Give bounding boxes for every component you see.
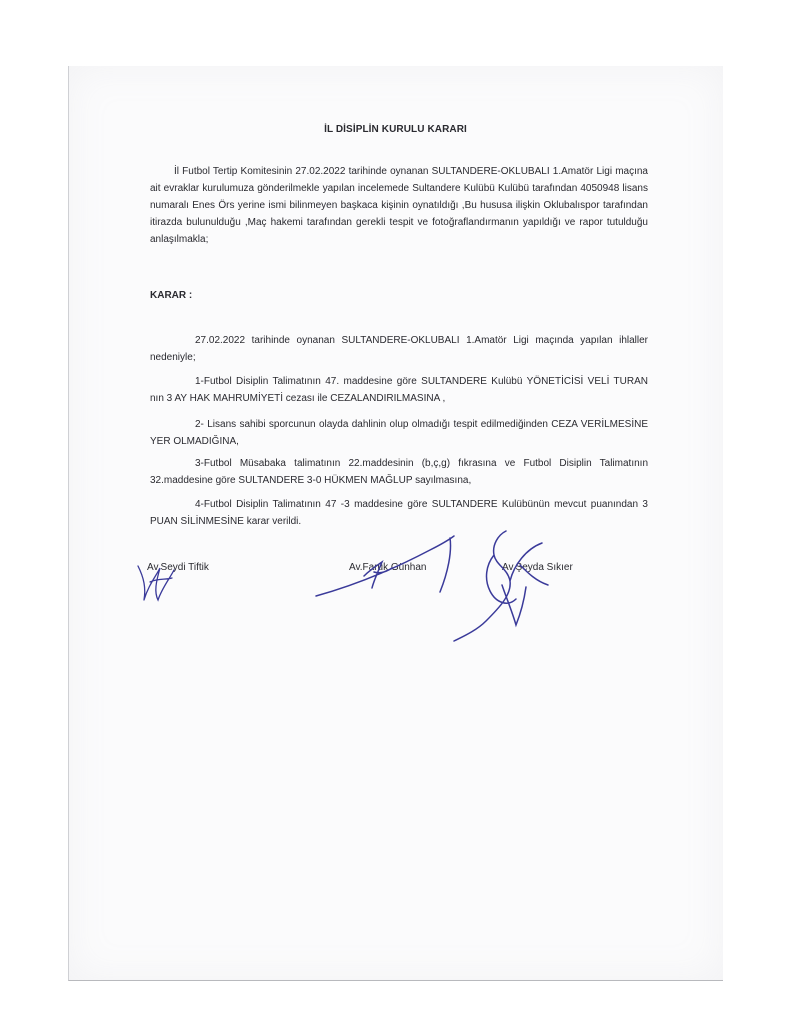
decision-item-2: 2- Lisans sahibi sporcunun olayda dahlinin olup olmadığı tespit edilmediğinden CEZA VERİLMESİNE YER OLMADIĞINA, [150, 419, 648, 447]
decision-item-3: 3-Futbol Müsabaka talimatının 22.maddesinin (b,ç,g) fıkrasına ve Futbol Disiplin Talimatının 32.maddesine göre SULTANDERE 3-0 HÜKMEN MAĞLUP sayılmasına, [150, 458, 648, 486]
signature-2 [312, 532, 472, 602]
signatory-3-name: Av.Şeyda Sıkıer [502, 562, 573, 573]
intro-paragraph: İl Futbol Tertip Komitesinin 27.02.2022 tarihinde oynanan SULTANDERE-OKLUBALI 1.Amatör Ligi maçına ait evraklar kurulumuza gönderilmekle yapılan incelemede Sultandere Kulübü Kulübü tarafından 4050948 lisans numaralı Enes Örs yerine ismi bilinmeyen başkaca kişinin oynatıldığı ,Bu hususa ilişkin Oklubalıspor tarafından itirazda bulunulduğu ,Maç hakemi tarafından gerekli tespit ve fotoğraflandırmanın yapıldığı ve rapor tutulduğu anlaşılmakla; [150, 166, 648, 245]
signatory-2-name: Av.Faruk Günhan [349, 562, 427, 573]
decision-intro: 27.02.2022 tarihinde oynanan SULTANDERE-OKLUBALI 1.Amatör Ligi maçında yapılan ihlaller nedeniyle; [150, 335, 648, 363]
signatory-1-name: Av.Seydi Tiftik [147, 562, 209, 573]
signature-3 [450, 525, 560, 645]
signature-1 [130, 548, 190, 608]
decision-item-4: 4-Futbol Disiplin Talimatının 47 -3 maddesine göre SULTANDERE Kulübünün mevcut puanından 3 PUAN SİLİNMESİNE karar verildi. [150, 499, 648, 527]
document-title: İL DİSİPLİN KURULU KARARI [324, 124, 467, 135]
decision-item-1: 1-Futbol Disiplin Talimatının 47. maddesine göre SULTANDERE Kulübü YÖNETİCİSİ VELİ TURAN nın 3 AY HAK MAHRUMİYETİ cezası ile CEZALANDIRILMASINA , [150, 376, 648, 404]
decision-heading: KARAR : [150, 290, 193, 301]
